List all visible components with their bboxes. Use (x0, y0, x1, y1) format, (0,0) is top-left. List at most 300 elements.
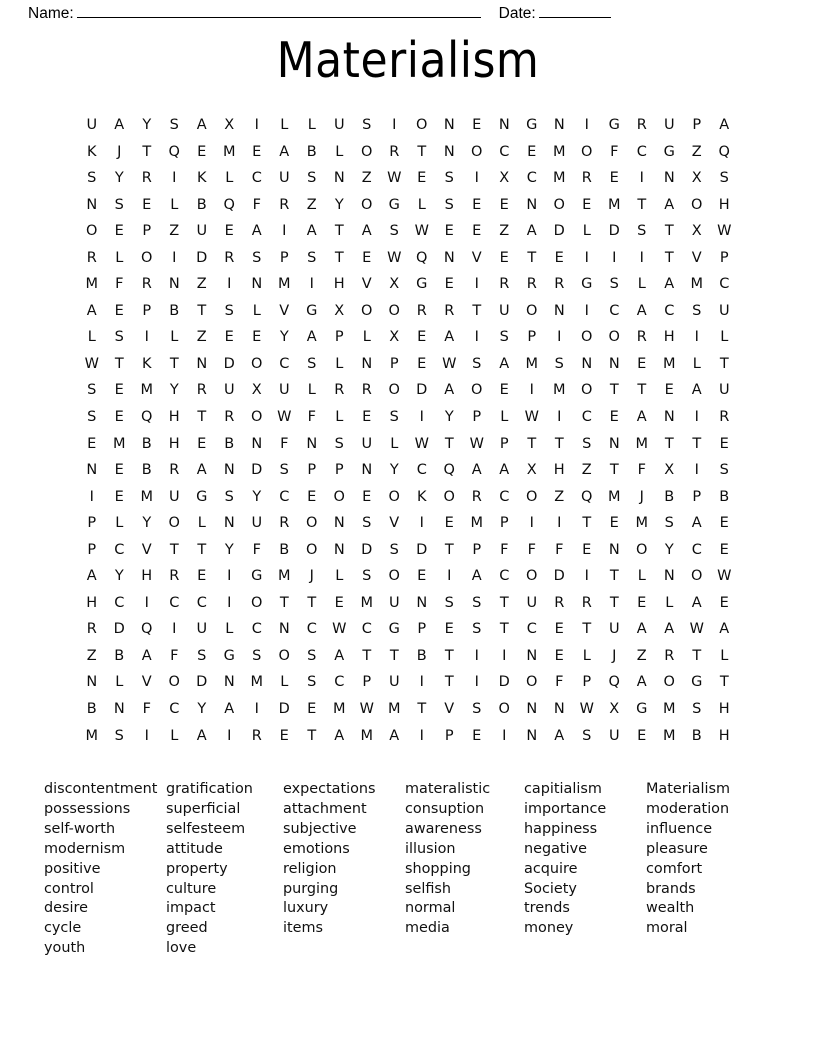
word-list-item[interactable]: selfesteem (166, 820, 246, 837)
word-list-item[interactable]: items (283, 920, 324, 937)
grid-letter[interactable]: S (609, 276, 619, 293)
grid-letter[interactable]: R (196, 382, 207, 399)
word-list-item[interactable]: impact (166, 900, 216, 917)
grid-letter[interactable]: N (223, 674, 235, 691)
grid-letter[interactable]: N (526, 727, 538, 744)
grid-letter[interactable]: X (499, 170, 510, 187)
grid-letter[interactable]: N (361, 462, 373, 479)
grid-letter[interactable]: N (251, 276, 263, 293)
grid-letter[interactable]: E (472, 223, 482, 240)
grid-letter[interactable]: H (168, 435, 180, 452)
grid-letter[interactable]: R (554, 276, 565, 293)
grid-letter[interactable]: R (554, 594, 565, 611)
grid-letter[interactable]: T (197, 541, 207, 558)
word-list-item[interactable]: negative (524, 840, 587, 857)
grid-letter[interactable]: E (499, 249, 509, 266)
word-list-item[interactable]: desire (44, 900, 88, 917)
word-list-item[interactable]: attitude (166, 840, 223, 857)
grid-letter[interactable]: T (609, 462, 619, 479)
grid-letter[interactable]: M (140, 488, 153, 505)
grid-letter[interactable]: A (499, 355, 510, 372)
grid-letter[interactable]: S (582, 727, 592, 744)
grid-letter[interactable]: G (388, 621, 400, 638)
grid-letter[interactable]: T (169, 541, 179, 558)
grid-letter[interactable]: T (609, 594, 619, 611)
grid-letter[interactable]: N (581, 355, 593, 372)
word-list-item[interactable]: culture (166, 880, 217, 897)
grid-letter[interactable]: R (86, 621, 97, 638)
grid-letter[interactable]: E (499, 382, 509, 399)
word-list-item[interactable]: possessions (44, 800, 131, 817)
grid-letter[interactable]: T (197, 409, 207, 426)
grid-letter[interactable]: E (719, 541, 729, 558)
grid-letter[interactable]: C (114, 541, 125, 558)
grid-letter[interactable]: S (307, 674, 317, 691)
grid-letter[interactable]: I (227, 568, 232, 585)
grid-letter[interactable]: M (85, 727, 98, 744)
grid-letter[interactable]: S (637, 223, 647, 240)
word-list-item[interactable]: brands (646, 880, 696, 897)
grid-letter[interactable]: S (307, 647, 317, 664)
grid-letter[interactable]: A (719, 117, 730, 133)
grid-letter[interactable]: R (169, 462, 180, 479)
grid-letter[interactable]: I (172, 249, 177, 266)
grid-letter[interactable]: O (663, 674, 675, 691)
grid-letter[interactable]: A (526, 223, 537, 240)
grid-letter[interactable]: Z (196, 329, 207, 346)
word-list-item[interactable]: influence (646, 820, 713, 837)
grid-letter[interactable]: C (609, 302, 620, 319)
grid-letter[interactable]: N (553, 302, 565, 319)
grid-letter[interactable]: T (114, 355, 124, 372)
grid-letter[interactable]: E (637, 594, 647, 611)
grid-letter[interactable]: T (444, 435, 454, 452)
grid-letter[interactable]: D (196, 249, 208, 266)
grid-letter[interactable]: W (84, 355, 99, 372)
grid-letter[interactable]: X (389, 276, 400, 293)
grid-letter[interactable]: I (227, 594, 232, 611)
grid-letter[interactable]: A (691, 515, 702, 532)
grid-letter[interactable]: M (662, 727, 676, 744)
grid-letter[interactable]: K (196, 170, 207, 187)
grid-letter[interactable]: E (334, 594, 344, 611)
grid-letter[interactable]: E (637, 727, 647, 744)
grid-letter[interactable]: P (527, 329, 537, 346)
grid-letter[interactable]: I (447, 568, 452, 585)
grid-letter[interactable]: I (584, 568, 589, 585)
grid-letter[interactable]: A (196, 727, 207, 744)
grid-letter[interactable]: E (114, 488, 124, 505)
grid-letter[interactable]: A (719, 621, 730, 638)
grid-letter[interactable]: N (86, 196, 98, 213)
grid-letter[interactable]: L (500, 409, 509, 426)
grid-letter[interactable]: A (196, 462, 207, 479)
grid-letter[interactable]: L (582, 647, 591, 664)
grid-letter[interactable]: N (608, 541, 620, 558)
grid-letter[interactable]: I (144, 594, 149, 611)
grid-letter[interactable]: R (141, 276, 152, 293)
grid-letter[interactable]: R (251, 727, 262, 744)
grid-letter[interactable]: L (390, 435, 399, 452)
grid-letter[interactable]: C (169, 594, 180, 611)
grid-letter[interactable]: P (279, 249, 289, 266)
grid-letter[interactable]: D (553, 568, 565, 585)
word-list-item[interactable]: selfish (405, 880, 452, 897)
grid-letter[interactable]: G (223, 647, 235, 664)
grid-letter[interactable]: M (635, 515, 648, 532)
grid-letter[interactable]: L (115, 515, 124, 532)
grid-letter[interactable]: E (197, 568, 207, 585)
grid-letter[interactable]: X (224, 117, 235, 133)
grid-letter[interactable]: E (444, 223, 454, 240)
grid-letter[interactable]: E (444, 276, 454, 293)
grid-letter[interactable]: A (471, 568, 482, 585)
grid-letter[interactable]: R (636, 329, 647, 346)
grid-letter[interactable]: N (306, 435, 318, 452)
grid-letter[interactable]: Y (664, 541, 674, 558)
grid-letter[interactable]: V (361, 276, 372, 293)
grid-letter[interactable]: E (417, 568, 427, 585)
grid-letter[interactable]: N (443, 143, 455, 160)
grid-letter[interactable]: J (639, 488, 644, 505)
grid-letter[interactable]: A (664, 621, 675, 638)
word-list-item[interactable]: happiness (524, 820, 598, 837)
name-write-line[interactable] (77, 3, 481, 18)
grid-letter[interactable]: Y (197, 701, 207, 718)
grid-letter[interactable]: I (282, 223, 287, 240)
grid-letter[interactable]: C (334, 674, 345, 691)
grid-letter[interactable]: V (389, 515, 400, 532)
grid-letter[interactable]: Y (114, 568, 124, 585)
grid-letter[interactable]: R (279, 515, 290, 532)
grid-letter[interactable]: T (417, 701, 427, 718)
grid-letter[interactable]: C (251, 621, 262, 638)
grid-letter[interactable]: N (223, 462, 235, 479)
grid-letter[interactable]: P (582, 674, 592, 691)
grid-letter[interactable]: A (636, 302, 647, 319)
grid-letter[interactable]: L (280, 117, 289, 133)
grid-letter[interactable]: N (333, 541, 345, 558)
grid-letter[interactable]: E (114, 462, 124, 479)
grid-letter[interactable]: V (444, 701, 455, 718)
grid-letter[interactable]: D (196, 674, 208, 691)
grid-letter[interactable]: M (112, 435, 126, 452)
grid-letter[interactable]: C (196, 594, 207, 611)
grid-letter[interactable]: I (144, 727, 149, 744)
word-list-item[interactable]: superficial (166, 800, 241, 817)
grid-letter[interactable]: B (169, 302, 180, 319)
grid-letter[interactable]: N (113, 701, 125, 718)
grid-letter[interactable]: O (251, 594, 263, 611)
grid-letter[interactable]: M (140, 382, 153, 399)
grid-letter[interactable]: Q (416, 249, 428, 266)
grid-letter[interactable]: I (584, 117, 589, 133)
grid-letter[interactable]: Q (141, 621, 153, 638)
grid-letter[interactable]: L (335, 143, 344, 160)
grid-letter[interactable]: R (224, 409, 235, 426)
word-list-item[interactable]: money (524, 920, 574, 937)
grid-letter[interactable]: Y (252, 488, 262, 505)
grid-letter[interactable]: F (280, 435, 289, 452)
grid-letter[interactable]: F (252, 196, 261, 213)
grid-letter[interactable]: I (639, 249, 644, 266)
grid-letter[interactable]: E (197, 143, 207, 160)
grid-letter[interactable]: E (609, 515, 619, 532)
grid-letter[interactable]: T (582, 621, 592, 638)
grid-letter[interactable]: M (690, 276, 703, 293)
grid-letter[interactable]: N (443, 117, 455, 133)
grid-letter[interactable]: S (444, 594, 454, 611)
grid-letter[interactable]: D (223, 355, 235, 372)
word-list-item[interactable]: emotions (283, 840, 350, 857)
grid-letter[interactable]: W (579, 701, 594, 718)
grid-letter[interactable]: R (224, 249, 235, 266)
grid-letter[interactable]: I (474, 329, 479, 346)
grid-letter[interactable]: E (554, 647, 564, 664)
grid-letter[interactable]: N (86, 462, 98, 479)
word-list-item[interactable]: modernism (44, 840, 126, 857)
grid-letter[interactable]: X (526, 462, 537, 479)
grid-letter[interactable]: E (417, 170, 427, 187)
grid-letter[interactable]: O (361, 143, 373, 160)
grid-letter[interactable]: Q (718, 143, 730, 160)
grid-letter[interactable]: A (636, 621, 647, 638)
grid-letter[interactable]: X (334, 302, 345, 319)
grid-letter[interactable]: C (526, 621, 537, 638)
grid-letter[interactable]: G (691, 674, 703, 691)
grid-letter[interactable]: M (552, 143, 566, 160)
grid-letter[interactable]: I (254, 117, 259, 133)
grid-letter[interactable]: G (608, 117, 620, 133)
grid-letter[interactable]: A (554, 727, 565, 744)
grid-letter[interactable]: R (86, 249, 97, 266)
grid-letter[interactable]: A (306, 329, 317, 346)
word-list-item[interactable]: importance (524, 800, 607, 817)
grid-letter[interactable]: I (474, 170, 479, 187)
grid-letter[interactable]: S (87, 409, 97, 426)
grid-letter[interactable]: C (114, 594, 125, 611)
grid-letter[interactable]: E (719, 435, 729, 452)
grid-letter[interactable]: U (498, 302, 510, 319)
grid-letter[interactable]: Z (499, 223, 510, 240)
grid-letter[interactable]: R (334, 382, 345, 399)
grid-letter[interactable]: P (142, 302, 152, 319)
grid-letter[interactable]: O (471, 382, 483, 399)
grid-letter[interactable]: Y (169, 382, 179, 399)
grid-letter[interactable]: P (472, 409, 482, 426)
grid-letter[interactable]: T (389, 647, 399, 664)
grid-letter[interactable]: E (609, 170, 619, 187)
grid-letter[interactable]: E (224, 223, 234, 240)
grid-letter[interactable]: X (664, 462, 675, 479)
word-list-item[interactable]: Society (524, 880, 577, 897)
grid-letter[interactable]: T (334, 223, 344, 240)
grid-letter[interactable]: C (664, 302, 675, 319)
word-list-item[interactable]: normal (405, 900, 456, 917)
word-list-item[interactable]: luxury (283, 900, 329, 917)
grid-letter[interactable]: C (499, 143, 510, 160)
grid-letter[interactable]: L (115, 249, 124, 266)
word-list-item[interactable]: comfort (646, 860, 703, 877)
grid-letter[interactable]: E (307, 701, 317, 718)
grid-letter[interactable]: U (86, 117, 98, 133)
grid-letter[interactable]: I (612, 249, 617, 266)
grid-letter[interactable]: A (196, 117, 207, 133)
grid-letter[interactable]: G (636, 701, 648, 718)
grid-letter[interactable]: T (719, 674, 729, 691)
grid-letter[interactable]: Q (168, 143, 180, 160)
grid-letter[interactable]: P (499, 435, 509, 452)
grid-letter[interactable]: L (362, 329, 371, 346)
grid-letter[interactable]: P (307, 462, 317, 479)
grid-letter[interactable]: U (388, 594, 400, 611)
grid-letter[interactable]: U (361, 435, 373, 452)
grid-letter[interactable]: N (333, 515, 345, 532)
grid-letter[interactable]: T (637, 382, 647, 399)
grid-letter[interactable]: E (114, 382, 124, 399)
word-list-item[interactable]: shopping (405, 860, 471, 877)
grid-letter[interactable]: D (498, 674, 510, 691)
grid-letter[interactable]: B (279, 541, 290, 558)
grid-letter[interactable]: A (334, 727, 345, 744)
grid-letter[interactable]: A (86, 568, 97, 585)
grid-letter[interactable]: B (691, 727, 702, 744)
grid-letter[interactable]: L (720, 647, 729, 664)
date-write-line[interactable] (539, 3, 611, 18)
word-list-item[interactable]: positive (44, 860, 101, 877)
grid-letter[interactable]: G (306, 302, 318, 319)
grid-letter[interactable]: X (251, 382, 262, 399)
grid-letter[interactable]: C (581, 409, 592, 426)
word-list-item[interactable]: materalistic (405, 781, 491, 797)
grid-letter[interactable]: F (637, 462, 646, 479)
word-list-item[interactable]: control (44, 880, 94, 897)
grid-letter[interactable]: N (526, 196, 538, 213)
grid-letter[interactable]: F (527, 541, 536, 558)
grid-letter[interactable]: C (279, 355, 290, 372)
grid-letter[interactable]: K (86, 143, 97, 160)
grid-letter[interactable]: I (557, 409, 562, 426)
grid-letter[interactable]: E (499, 196, 509, 213)
grid-letter[interactable]: T (499, 594, 509, 611)
grid-letter[interactable]: N (416, 594, 428, 611)
word-list-item[interactable]: youth (44, 940, 86, 957)
grid-letter[interactable]: T (307, 594, 317, 611)
word-list-item[interactable]: expectations (283, 781, 376, 797)
grid-letter[interactable]: X (609, 701, 620, 718)
grid-letter[interactable]: G (388, 196, 400, 213)
grid-letter[interactable]: R (719, 409, 730, 426)
grid-letter[interactable]: R (444, 302, 455, 319)
grid-letter[interactable]: V (141, 541, 152, 558)
grid-letter[interactable]: U (388, 674, 400, 691)
grid-letter[interactable]: S (114, 196, 124, 213)
grid-letter[interactable]: S (224, 488, 234, 505)
grid-letter[interactable]: S (472, 621, 482, 638)
grid-letter[interactable]: Y (142, 515, 152, 532)
grid-letter[interactable]: O (691, 196, 703, 213)
grid-letter[interactable]: F (555, 674, 564, 691)
grid-letter[interactable]: D (416, 382, 428, 399)
grid-letter[interactable]: B (86, 701, 97, 718)
grid-letter[interactable]: P (389, 355, 399, 372)
grid-letter[interactable]: S (362, 515, 372, 532)
word-list-item[interactable]: consuption (405, 800, 485, 817)
grid-letter[interactable]: L (225, 621, 234, 638)
grid-letter[interactable]: B (416, 647, 427, 664)
grid-letter[interactable]: A (471, 462, 482, 479)
grid-letter[interactable]: I (419, 409, 424, 426)
grid-letter[interactable]: E (142, 196, 152, 213)
grid-letter[interactable]: R (664, 647, 675, 664)
grid-letter[interactable]: L (307, 382, 316, 399)
grid-letter[interactable]: U (251, 515, 263, 532)
grid-letter[interactable]: E (362, 488, 372, 505)
grid-letter[interactable]: W (469, 435, 484, 452)
grid-letter[interactable]: N (608, 355, 620, 372)
grid-letter[interactable]: L (637, 568, 646, 585)
grid-letter[interactable]: I (227, 727, 232, 744)
grid-letter[interactable]: I (474, 276, 479, 293)
grid-letter[interactable]: S (197, 647, 207, 664)
grid-letter[interactable]: M (277, 276, 291, 293)
grid-letter[interactable]: T (444, 674, 454, 691)
grid-letter[interactable]: A (444, 382, 455, 399)
grid-letter[interactable]: Y (279, 329, 289, 346)
grid-letter[interactable]: L (720, 329, 729, 346)
grid-letter[interactable]: B (141, 462, 152, 479)
grid-letter[interactable]: B (306, 143, 317, 160)
grid-letter[interactable]: O (608, 329, 620, 346)
grid-letter[interactable]: W (332, 621, 347, 638)
grid-letter[interactable]: W (387, 249, 402, 266)
grid-letter[interactable]: S (554, 355, 564, 372)
grid-letter[interactable]: F (610, 143, 619, 160)
grid-letter[interactable]: E (472, 196, 482, 213)
grid-letter[interactable]: O (141, 249, 153, 266)
grid-letter[interactable]: W (387, 170, 402, 187)
grid-letter[interactable]: L (170, 727, 179, 744)
grid-letter[interactable]: W (524, 409, 539, 426)
grid-letter[interactable]: P (142, 223, 152, 240)
grid-letter[interactable]: I (419, 515, 424, 532)
grid-letter[interactable]: M (360, 594, 373, 611)
grid-letter[interactable]: S (362, 117, 372, 133)
grid-letter[interactable]: Q (141, 409, 153, 426)
word-list-item[interactable]: acquire (524, 860, 578, 877)
grid-letter[interactable]: J (309, 568, 314, 585)
grid-letter[interactable]: M (662, 355, 676, 372)
grid-letter[interactable]: M (250, 674, 263, 691)
word-list-item[interactable]: subjective (283, 820, 357, 837)
grid-letter[interactable]: O (553, 196, 565, 213)
grid-letter[interactable]: M (552, 382, 566, 399)
grid-letter[interactable]: X (389, 329, 400, 346)
grid-letter[interactable]: C (416, 462, 427, 479)
grid-letter[interactable]: N (86, 674, 98, 691)
grid-letter[interactable]: A (361, 223, 372, 240)
grid-letter[interactable]: N (223, 515, 235, 532)
grid-letter[interactable]: I (227, 276, 232, 293)
grid-letter[interactable]: Z (361, 170, 372, 187)
grid-letter[interactable]: V (141, 674, 152, 691)
grid-letter[interactable]: O (498, 701, 510, 718)
grid-letter[interactable]: D (113, 621, 125, 638)
grid-letter[interactable]: T (609, 382, 619, 399)
grid-letter[interactable]: S (472, 355, 482, 372)
grid-letter[interactable]: Q (443, 462, 455, 479)
word-list-item[interactable]: religion (283, 860, 337, 877)
